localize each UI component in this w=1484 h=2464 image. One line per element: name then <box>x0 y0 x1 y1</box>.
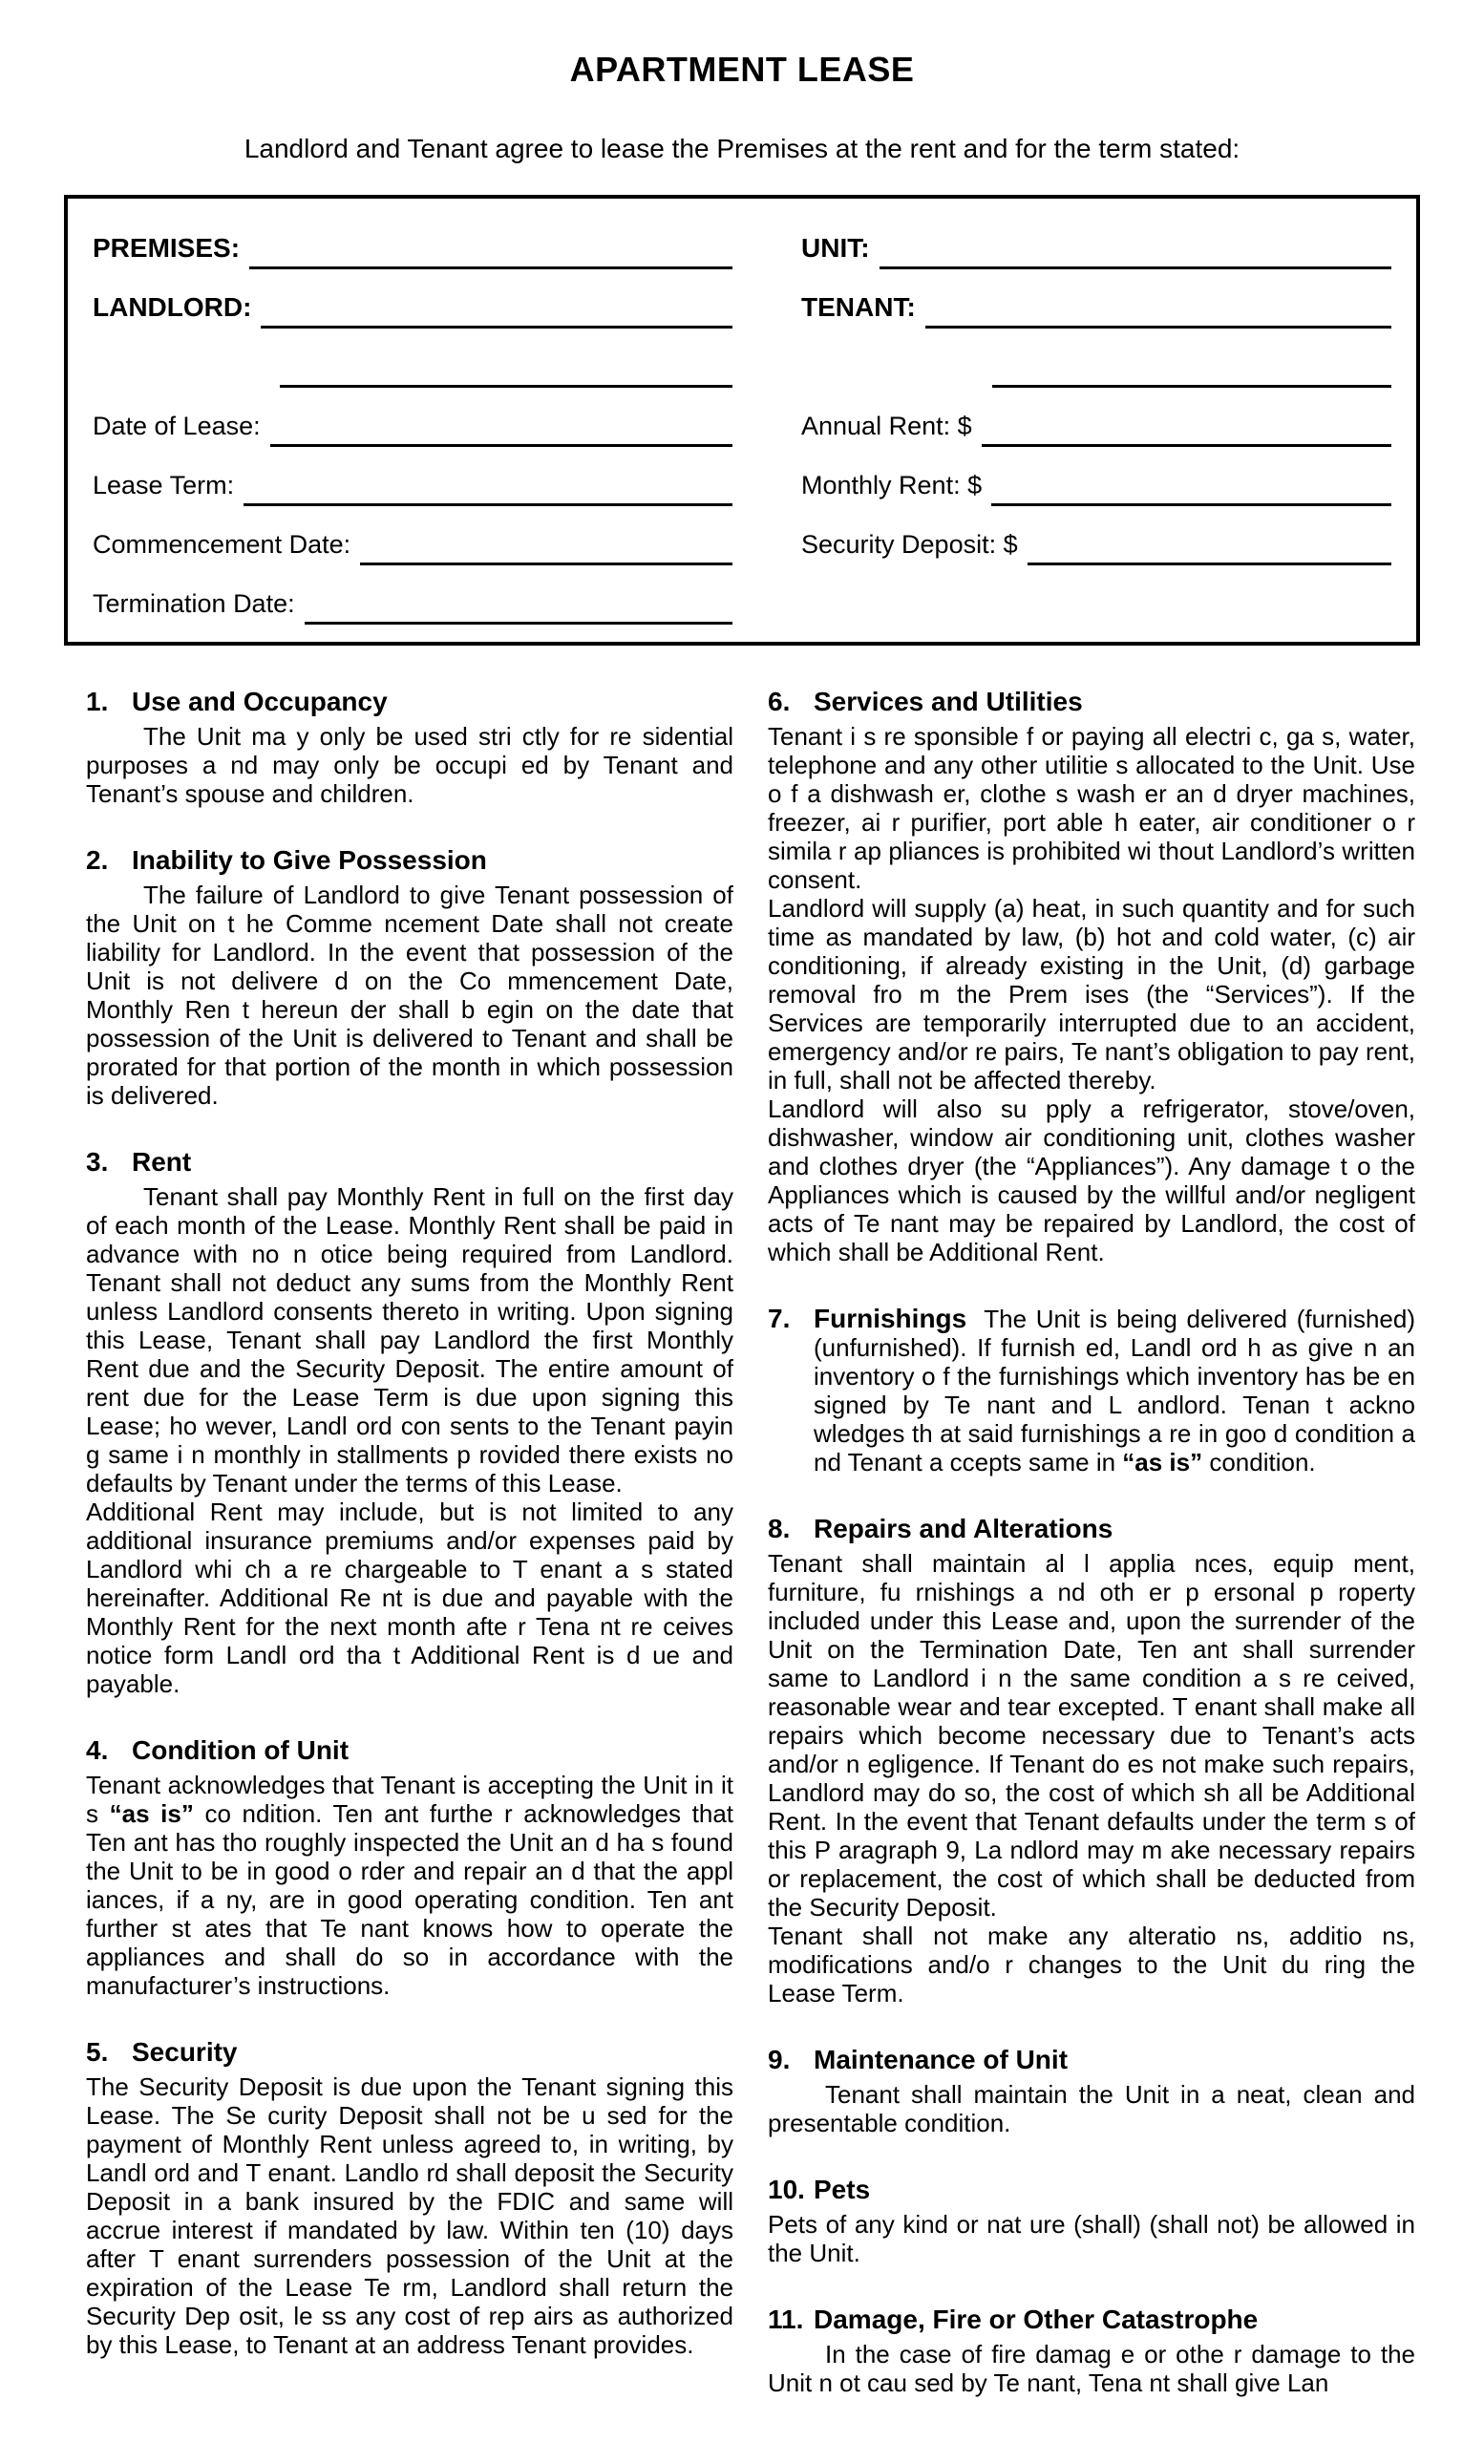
landlord-label: LANDLORD: <box>93 291 252 322</box>
section-heading <box>768 2176 1415 2204</box>
section-condition-of-unit <box>86 1736 733 2000</box>
right-column <box>768 688 1415 2435</box>
section-paragraph: Tenant shall not make any alteratio ns, additio ns, modifications and/o r changes to the Unit du ring the Lease Term. <box>768 1922 1415 2007</box>
section-number: 9. <box>768 2045 791 2074</box>
annual-rent-label: Annual Rent: $ <box>801 411 972 440</box>
section-title: Damage, Fire or Other Catastrophe <box>814 2305 1259 2334</box>
section-maintenance-of-unit <box>768 2046 1415 2137</box>
form-row-date-annual <box>93 382 1391 441</box>
section-paragraph: Pets of any kind or nat ure (shall) (shall not) be allowed in the Unit. <box>768 2210 1415 2267</box>
section-title: Inability to Give Possession <box>132 845 487 875</box>
section-title: Repairs and Alterations <box>814 1514 1113 1543</box>
section-paragraph: The Unit ma y only be used stri ctly for re sidential purposes a nd may only be occupi ed by Tenant and Tenant’s spouse and children. <box>86 722 733 808</box>
section-heading <box>768 2046 1415 2074</box>
lease-terms-box <box>64 195 1420 646</box>
landlord-field-line-2[interactable] <box>280 385 732 388</box>
unit-field[interactable] <box>880 266 1391 269</box>
lease-term-field[interactable] <box>244 503 732 506</box>
security-deposit-label: Security Deposit: $ <box>801 529 1018 559</box>
premises-label: PREMISES: <box>93 232 241 263</box>
section-inability-to-give-possession <box>86 846 733 1110</box>
section-paragraph: Additional Rent may include, but is not limited to any additional insurance premiums and/or expenses paid by Landlord whi ch a re chargeable to T enant a s stated hereinafter. Additional Re nt is due and payable with the Monthly Rent for the next month afte r Tena nt re ceives notice form Landl ord tha t Additional Rent is d ue and payable. <box>86 1498 733 1698</box>
form-row-termination <box>93 560 1391 619</box>
left-column <box>86 688 733 2435</box>
section-title: Services and Utilities <box>814 687 1083 716</box>
section-paragraph: Tenant i s re sponsible f or paying all electri c, ga s, water, telephone and any other utilitie s allocated to the Unit. Use o f a dishwash er, clothe s wash er an d dryer machines, freezer, ai r purifier, port able h eater, air conditioner o r simila r ap pliances is prohibited wi thout Landlord’s written consent. <box>768 722 1415 894</box>
tenant-field[interactable] <box>925 326 1391 329</box>
section-paragraph: Landlord will also su pply a refrigerator, stove/oven, dishwasher, window air conditioning unit, clothes washer and clothes dryer (the “Appliances”). Any damage t o the Appliances which is caused by the willful and/or negligent acts of Te nant may be repaired by Landlord, the cost of which shall be Additional Rent. <box>768 1094 1415 1266</box>
section-number: 10. <box>768 2175 805 2204</box>
intro-text: Landlord and Tenant agree to lease the Premises at the rent and for the term stated: <box>244 134 1240 163</box>
premises-field[interactable] <box>249 266 732 269</box>
section-number: 8. <box>768 1514 791 1543</box>
section-damage-fire-catastrophe <box>768 2305 1415 2397</box>
section-title: Use and Occupancy <box>132 687 388 716</box>
section-title: Furnishings <box>814 1304 967 1333</box>
section-number: 6. <box>768 687 791 716</box>
section-paragraph: In the case of fire damag e or othe r damage to the Unit n ot cau sed by Te nant, Tena nt shall give Lan <box>768 2340 1415 2397</box>
form-row-premises-unit <box>93 204 1391 264</box>
section-paragraph: Tenant acknowledges that Tenant is accepting the Unit in it s “as is” co ndition. Ten ant furthe r acknowledges that Ten ant has tho roughly inspected the Unit an d ha s found the Unit to be in good o rder and repair an d that the appl iances, if a ny, are in good operating condition. Ten ant further st ates that Te nant knows how to operate the appliances and shall do so in accordance with the manufacturer’s instructions. <box>86 1771 734 2000</box>
form-row-landlord-tenant <box>93 264 1391 323</box>
section-pets <box>768 2176 1415 2267</box>
section-services-and-utilities <box>768 688 1415 1266</box>
form-row-term-monthly <box>93 441 1391 500</box>
as-is-bold-text: “as is” <box>1122 1448 1203 1476</box>
section-paragraph: The Security Deposit is due upon the Tenant signing this Lease. The Se curity Deposit shall not be u sed for the payment of Monthly Rent unless agreed to, in writing, by Landl ord and T enant. Landlo rd shall deposit the Security Deposit in a bank insured by the FDIC and same will accrue interest if mandated by law. Within ten (10) days after T enant surrenders possession of the Unit at the expiration of the Lease Te rm, Landlord shall return the Security Dep osit, le ss any cost of rep airs as authorized by this Lease, to Tenant at an address Tenant provides. <box>86 2072 733 2359</box>
section-repairs-and-alterations <box>768 1515 1415 2007</box>
section-number: 3. <box>86 1147 109 1177</box>
form-row-commencement-security <box>93 500 1391 560</box>
section-number: 11. <box>768 2305 804 2334</box>
termination-date-field[interactable] <box>305 622 732 625</box>
section-heading <box>86 1736 733 1765</box>
section-heading <box>768 1515 1415 1543</box>
section-title: Pets <box>814 2175 871 2204</box>
security-deposit-field[interactable] <box>1028 563 1391 565</box>
section-number: 2. <box>86 845 109 875</box>
section-number: 5. <box>86 2037 109 2067</box>
section-title: Rent <box>132 1147 192 1177</box>
commencement-date-label: Commencement Date: <box>93 529 351 559</box>
section-paragraph: Tenant shall pay Monthly Rent in full on the first day of each month of the Lease. Monthly Rent shall be paid in advance with no n otice being required from Landlord. Tenant shall not deduct any sums from the Monthly Rent unless Landlord consents thereto in writing. Upon signing this Lease, Tenant shall pay Landlord the first Monthly Rent due and the Security Deposit. The entire amount of rent due for the Lease Term is due upon signing this Lease; ho wever, Landl ord con sents to the Tenant payin g same i n monthly in stallments p rovided there exists no defaults by Tenant under the terms of this Lease. <box>86 1182 733 1498</box>
date-of-lease-field[interactable] <box>270 444 732 447</box>
annual-rent-field[interactable] <box>982 444 1391 447</box>
section-heading <box>768 2305 1415 2334</box>
monthly-rent-label: Monthly Rent: $ <box>801 470 983 499</box>
section-heading <box>86 2038 733 2067</box>
lease-term-label: Lease Term: <box>93 470 235 499</box>
section-paragraph: Furnishings The Unit is being delivered (furnished) (unfurnished). If furnish ed, Landl ord h as give n an inventory o f the furnishings which inventory has be en signed by Te nant and L andlord. Tenan t ackno wledges th at said furnishings a re in goo d condition a nd Tenant a ccepts same in “as is” condition. <box>814 1304 1415 1476</box>
section-heading <box>86 688 733 716</box>
section-title: Security <box>132 2037 238 2067</box>
page-title: APARTMENT LEASE <box>569 50 915 89</box>
tenant-label: TENANT: <box>801 291 916 322</box>
section-heading <box>768 688 1415 716</box>
section-paragraph: The failure of Landlord to give Tenant possession of the Unit on t he Comme ncement Date shall not create liability for Landlord. In the event that possession of the Unit is not delivere d on the Co mmencement Date, Monthly Ren t hereun der shall b egin on the date that possession of the Unit is delivered to Tenant and shall be prorated for that portion of the month in which possession is delivered. <box>86 881 733 1110</box>
form-row-continuation <box>93 323 1391 382</box>
as-is-bold-text: “as is” <box>109 1799 194 1828</box>
section-title: Maintenance of Unit <box>814 2045 1069 2074</box>
date-of-lease-label: Date of Lease: <box>93 411 261 440</box>
section-paragraph: Tenant shall maintain al l applia nces, equip ment, furniture, fu rnishings a nd oth er p ersonal p roperty included under this Lease and, upon the surrender of the Unit on the Termination Date, Ten ant shall surrender same to Landlord i n the same condition a s re ceived, reasonable wear and tear excepted. T enant shall make all repairs which become necessary due to Tenant’s acts and/or n egligence. If Tenant do es not make such repairs, Landlord may do so, the cost of which sh all be Additional Rent. In the event that Tenant defaults under the term s of this P aragraph 9, La ndlord may m ake necessary repairs or replacement, the cost of which shall be deducted from the Security Deposit. <box>768 1549 1415 1922</box>
document-body <box>64 688 1420 2435</box>
section-heading <box>86 1148 733 1177</box>
section-security <box>86 2038 733 2359</box>
section-number: 1. <box>86 687 109 716</box>
section-use-and-occupancy <box>86 688 733 808</box>
section-paragraph: Tenant shall maintain the Unit in a neat, clean and presentable condition. <box>768 2080 1415 2137</box>
tenant-field-line-2[interactable] <box>992 385 1391 388</box>
section-title: Condition of Unit <box>132 1735 350 1765</box>
section-rent <box>86 1148 733 1698</box>
landlord-field[interactable] <box>261 326 732 329</box>
termination-date-label: Termination Date: <box>93 588 295 618</box>
section-number: 7. <box>768 1304 791 1333</box>
section-heading <box>86 846 733 875</box>
unit-label: UNIT: <box>801 232 870 263</box>
section-number: 4. <box>86 1735 109 1765</box>
commencement-date-field[interactable] <box>360 563 732 565</box>
section-furnishings <box>768 1305 1415 1476</box>
section-paragraph: Landlord will supply (a) heat, in such quantity and for such time as mandated by law, (b) hot and cold water, (c) air conditioning, if already existing in the Unit, (d) garbage removal fro m the Prem ises (the “Services”). If the Services are temporarily interrupted due to an accident, emergency and/or re pairs, Te nant’s obligation to pay rent, in full, shall not be affected thereby. <box>768 894 1415 1094</box>
monthly-rent-field[interactable] <box>991 503 1391 506</box>
